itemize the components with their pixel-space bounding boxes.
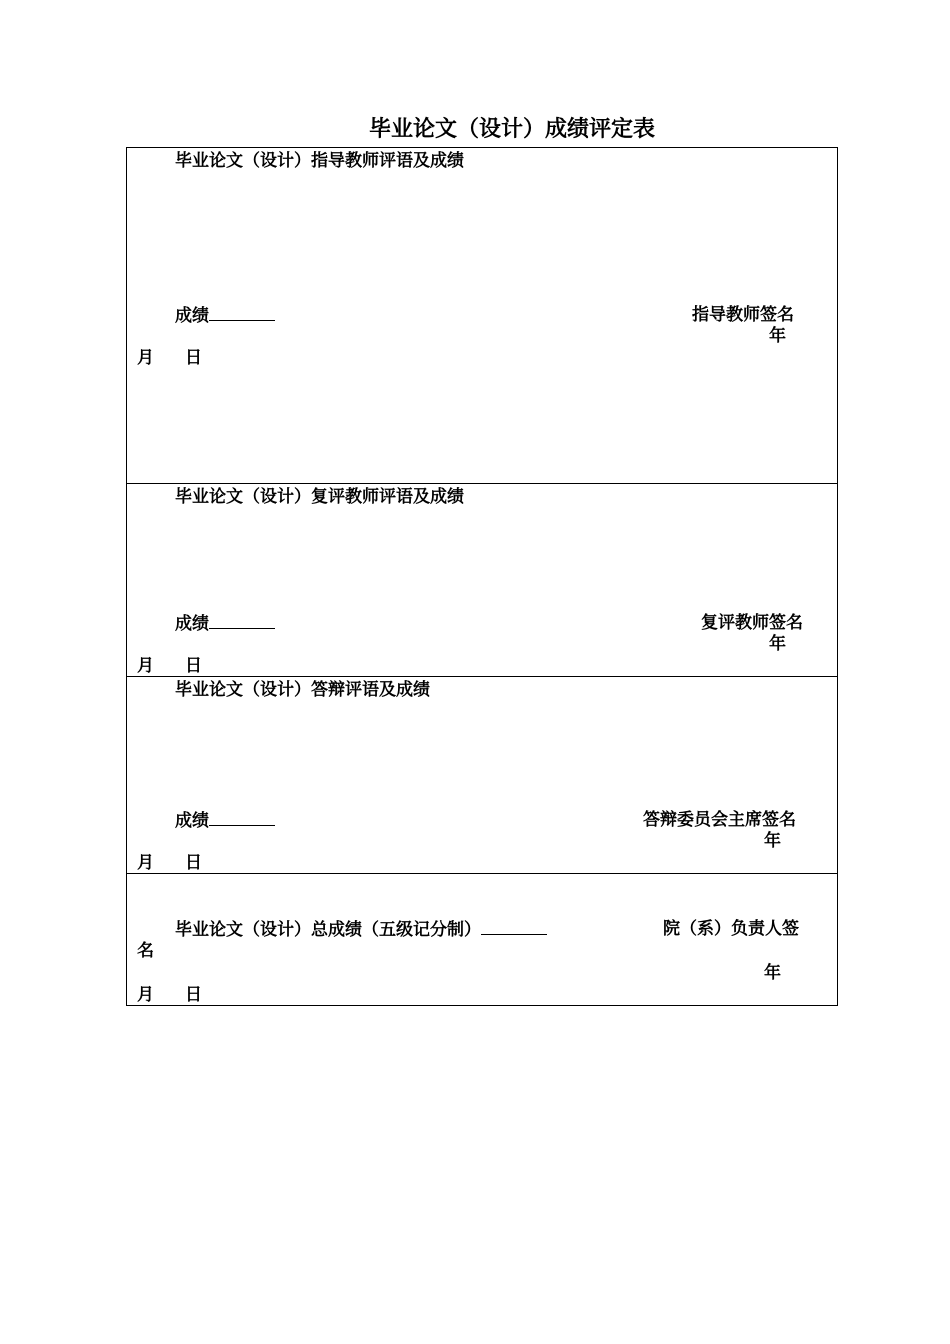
year-label: 年	[769, 634, 786, 654]
grade-field[interactable]	[175, 809, 275, 832]
section-heading: 毕业论文（设计）指导教师评语及成绩	[175, 151, 464, 171]
defense-section	[127, 677, 837, 874]
total-grade-field[interactable]	[175, 918, 547, 941]
total-grade-blank[interactable]	[481, 918, 547, 935]
page-title: 毕业论文（设计）成绩评定表	[368, 117, 655, 142]
section-heading: 毕业论文（设计）答辩评语及成绩	[175, 680, 430, 700]
year-label: 年	[764, 963, 781, 983]
month-label: 月	[137, 656, 154, 676]
signature-label: 指导教师签名	[692, 305, 794, 325]
day-label: 日	[185, 348, 202, 368]
grade-form	[126, 147, 838, 1006]
year-label: 年	[769, 326, 786, 346]
year-label: 年	[764, 831, 781, 851]
month-label: 月	[137, 348, 154, 368]
signature-label-tail: 名	[137, 941, 154, 961]
signature-label: 复评教师签名	[701, 613, 803, 633]
total-grade-label: 毕业论文（设计）总成绩（五级记分制）	[175, 920, 481, 940]
signature-label: 答辩委员会主席签名	[643, 810, 796, 830]
advisor-section	[127, 148, 837, 484]
total-section	[127, 874, 837, 1005]
month-label: 月	[137, 853, 154, 873]
grade-blank[interactable]	[209, 809, 275, 826]
reviewer-section	[127, 484, 837, 677]
section-heading: 毕业论文（设计）复评教师评语及成绩	[175, 487, 464, 507]
grade-field[interactable]	[175, 612, 275, 635]
month-label: 月	[137, 985, 154, 1005]
day-label: 日	[185, 656, 202, 676]
grade-label: 成绩	[175, 811, 209, 831]
signature-label: 院（系）负责人签	[663, 919, 799, 939]
grade-field[interactable]	[175, 304, 275, 327]
grade-label: 成绩	[175, 306, 209, 326]
grade-label: 成绩	[175, 614, 209, 634]
grade-blank[interactable]	[209, 304, 275, 321]
grade-blank[interactable]	[209, 612, 275, 629]
day-label: 日	[185, 853, 202, 873]
day-label: 日	[185, 985, 202, 1005]
